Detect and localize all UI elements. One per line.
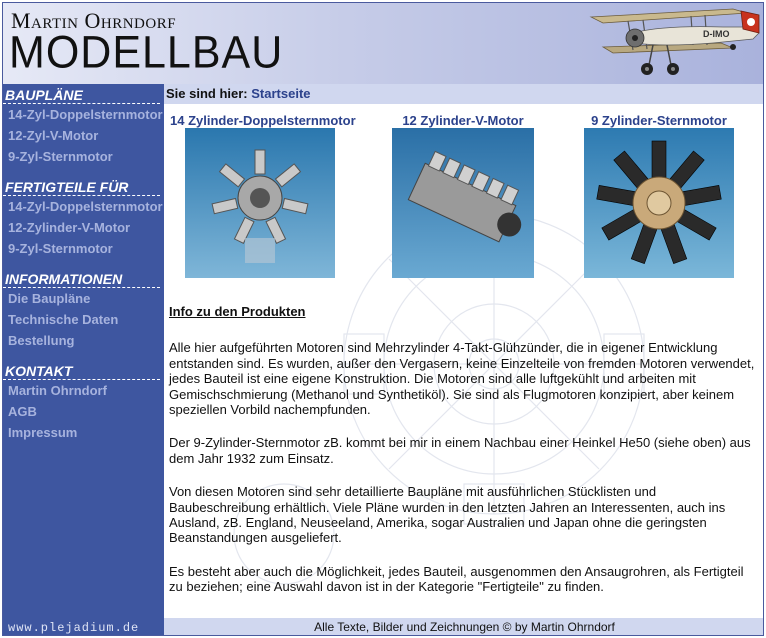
product-card [579,113,739,278]
nav-link-fertigteile-12-zyl[interactable]: 12-Zylinder-V-Motor [8,220,131,235]
product-title-14-zyl[interactable]: 14 Zylinder-Doppelsternmotor [170,113,356,128]
nav-link-fertigteile-9-zyl[interactable]: 9-Zyl-Sternmotor [8,241,113,256]
nav-section-bauplaene [3,84,164,167]
nav-section-fertigteile [3,176,164,259]
nav-link-technische-daten[interactable]: Technische Daten [8,312,119,327]
product-title-9-zyl[interactable]: 9 Zylinder-Sternmotor [591,113,727,128]
engine-9-zyl-image[interactable] [584,128,734,278]
info-text-block [169,304,759,613]
sidebar-nav [3,84,164,636]
nav-section-title: BAUPLÄNE [3,84,160,104]
breadcrumb [164,84,764,104]
nav-link-martin-ohrndorf[interactable]: Martin Ohrndorf [8,383,107,398]
info-paragraph: Der 9-Zylinder-Sternmotor zB. kommt bei mir in einem Nachbau einer Heinkel He50 (siehe oben) aus dem Jahr 1932 zum Einsatz. [169,435,751,466]
breadcrumb-label: Sie sind hier: [166,86,248,101]
info-heading: Info zu den Produkten [169,304,306,319]
logo-name[interactable]: Martin Ohrndorf [11,8,177,33]
product-title-12-zyl[interactable]: 12 Zylinder-V-Motor [402,113,524,128]
nav-link-fertigteile-14-zyl[interactable]: 14-Zyl-Doppelsternmotor [8,199,163,214]
sponsor-link[interactable]: www.plejadium.de [8,621,140,635]
page-frame [2,2,764,636]
nav-link-die-bauplaene[interactable]: Die Baupläne [8,291,91,306]
product-card [388,113,538,278]
main-content [164,104,764,618]
nav-section-kontakt [3,360,164,443]
nav-section-title: FERTIGTEILE FÜR [3,176,160,196]
nav-section-title: KONTAKT [3,360,160,380]
biplane-image [583,3,764,84]
nav-link-bauplan-12-zyl[interactable]: 12-Zyl-V-Motor [8,128,99,143]
nav-link-bauplan-14-zyl[interactable]: 14-Zyl-Doppelsternmotor [8,107,163,122]
nav-link-impressum[interactable]: Impressum [8,425,78,440]
plane-registration: D-IMO [703,29,730,39]
nav-link-bauplan-9-zyl[interactable]: 9-Zyl-Sternmotor [8,149,113,164]
product-card [170,113,356,278]
logo-title[interactable]: MODELLBAU [9,27,284,79]
nav-link-bestellung[interactable]: Bestellung [8,333,75,348]
engine-12-zyl-image[interactable] [392,128,534,278]
nav-section-title: INFORMATIONEN [3,268,160,288]
nav-link-agb[interactable]: AGB [8,404,37,419]
site-header [3,3,764,84]
copyright-footer: Alle Texte, Bilder und Zeichnungen © by Martin Ohrndorf [164,618,764,636]
nav-section-informationen [3,268,164,351]
info-paragraph: Alle hier aufgeführten Motoren sind Mehrzylinder 4-Takt-Glühzünder, die in eigener Entwicklung entstanden sind. Es wurden, außer den Vergasern, keine Einzelteile von fremden Motoren verwendet, jedes Bauteil ist eine eigene Konstruktion. Die Motoren sind alle luftgekühlt und arbeiten mit Gemischschmierung (Methanol und Synthetiköl). Sie sind als Flugmotoren konzipiert, aber keinem speziellen Vorbild nachempfunden. [169,340,755,418]
engine-14-zyl-image[interactable] [185,128,335,278]
info-paragraph: Es besteht aber auch die Möglichkeit, jedes Bauteil, ausgenommen den Ansaugrohren, als Fertigteil zu beziehen; eine Auswahl davon ist in der Kategorie "Fertigteile" zu finden. [169,563,744,595]
breadcrumb-current-link[interactable]: Startseite [251,86,311,101]
info-paragraph: Von diesen Motoren sind sehr detaillierte Baupläne mit ausführlichen Stücklisten und Baubeschreibung erhältlich. Viele Pläne wurden in den letzten Jahren an Interessenten, auch ins Ausland, zB. England, Neuseeland, Amerika, sogar Australien und Japan ohne die geringsten Beanstandungen ausgeliefert. [169,484,726,546]
